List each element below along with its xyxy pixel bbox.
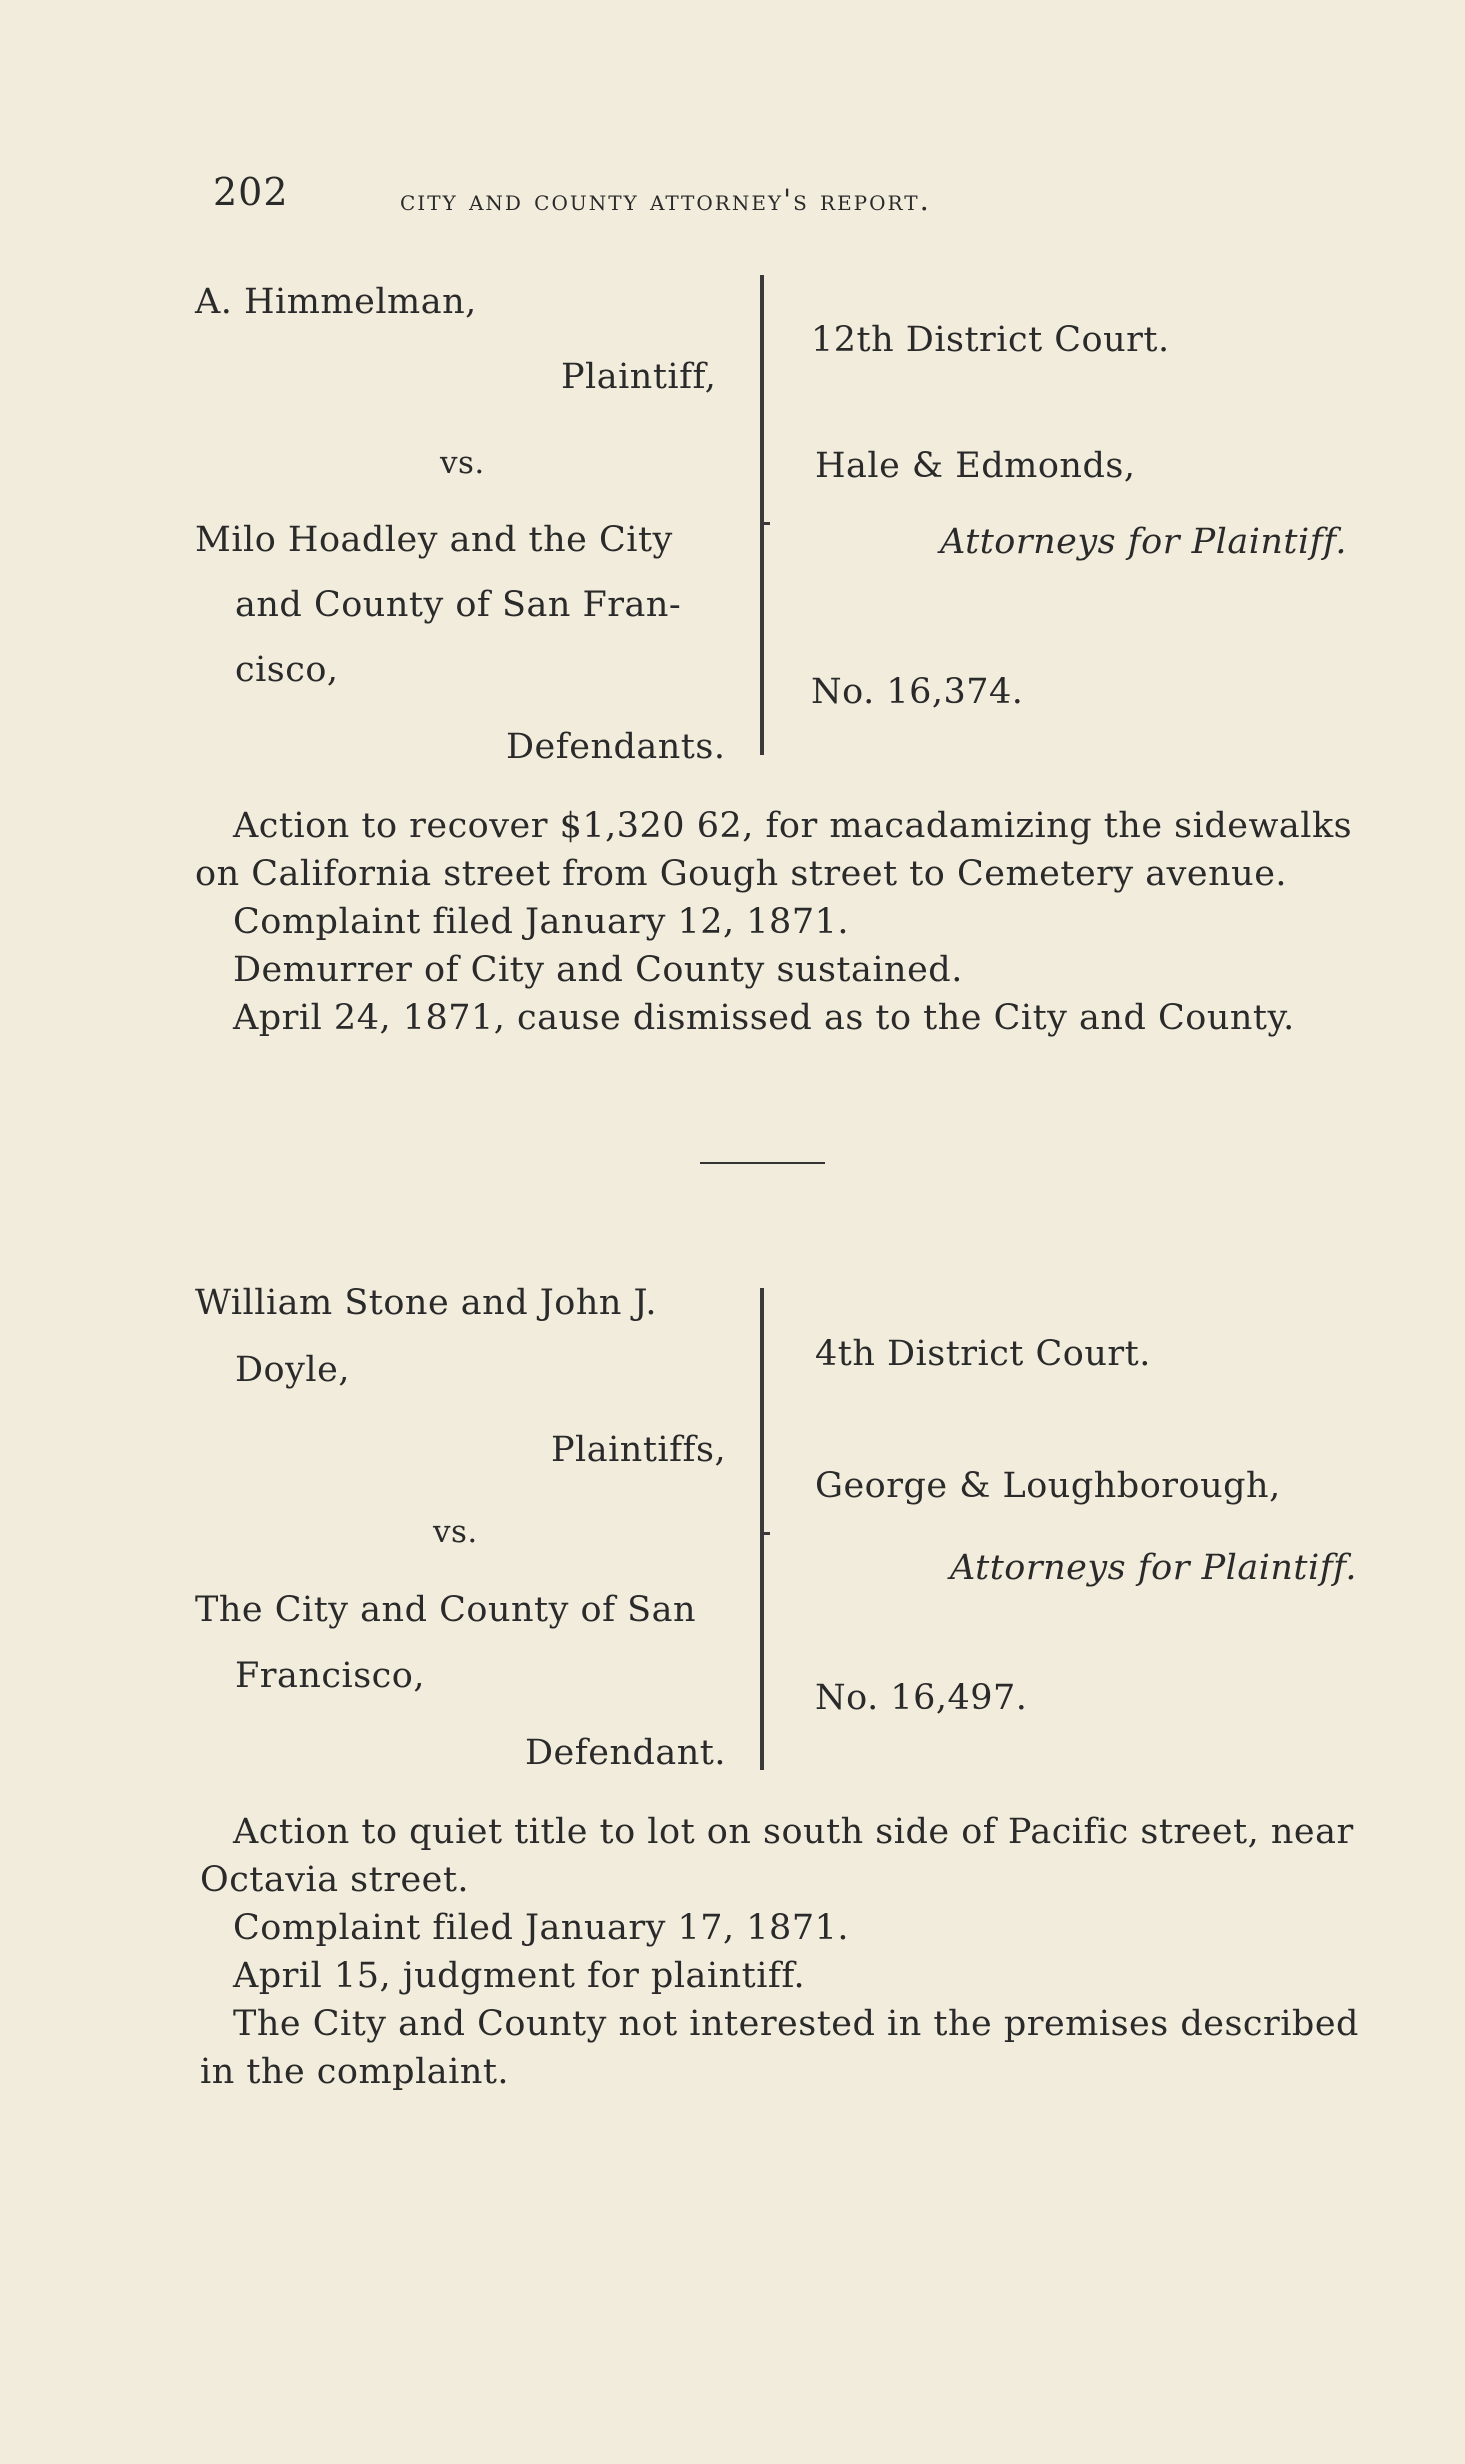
- case-1-defendant-line-3: cisco,: [235, 650, 339, 690]
- case-1-attorneys: Hale & Edmonds,: [815, 446, 1136, 486]
- case-1-note-5: April 24, 1871, cause dismissed as to the City and County.: [233, 998, 1295, 1038]
- case-2-attorneys-role: Attorneys for Plaintiff.: [950, 1548, 1357, 1588]
- case-2-note-1: Action to quiet title to lot on south side of Pacific street, near: [233, 1812, 1354, 1852]
- case-2-attorneys: George & Loughborough,: [815, 1466, 1281, 1506]
- case-2-note-5: The City and County not interested in the premises described: [233, 2004, 1359, 2044]
- case-1-note-1: Action to recover $1,320 62, for macadamizing the sidewalks: [233, 806, 1353, 846]
- case-2-brace: [760, 1288, 764, 1770]
- case-2-brace-tick: [760, 1532, 770, 1535]
- case-2-plaintiff-line-2: Doyle,: [235, 1350, 350, 1390]
- case-2-note-3: Complaint filed January 17, 1871.: [233, 1908, 849, 1948]
- case-1-defendant-line-2: and County of San Fran-: [235, 585, 682, 625]
- case-2-note-2: Octavia street.: [200, 1860, 470, 1900]
- case-1-defendant-line-1: Milo Hoadley and the City: [195, 520, 673, 560]
- case-1-brace-tick: [760, 522, 770, 525]
- case-2-versus: vs.: [433, 1514, 478, 1550]
- case-1-note-2: on California street from Gough street to Cemetery avenue.: [195, 854, 1288, 894]
- case-1-brace: [760, 275, 764, 755]
- case-1-note-4: Demurrer of City and County sustained.: [233, 950, 963, 990]
- case-2-court: 4th District Court.: [815, 1334, 1151, 1374]
- case-2-defendant-role: Defendant.: [525, 1733, 726, 1773]
- case-2-defendant-line-2: Francisco,: [235, 1656, 425, 1696]
- case-1-court: 12th District Court.: [811, 320, 1170, 360]
- case-2-note-6: in the complaint.: [200, 2052, 510, 2092]
- page-number: 202: [213, 170, 289, 214]
- case-1-versus: vs.: [440, 445, 485, 481]
- case-2-plaintiff-line-1: William Stone and John J.: [195, 1283, 657, 1323]
- case-1-case-number: No. 16,374.: [811, 672, 1024, 712]
- case-2-plaintiff-role: Plaintiffs,: [551, 1430, 727, 1470]
- case-1-attorneys-role: Attorneys for Plaintiff.: [940, 522, 1347, 562]
- running-head: city and county attorney's report.: [400, 183, 931, 217]
- case-1-plaintiff: A. Himmelman,: [195, 282, 477, 322]
- section-divider: [700, 1162, 825, 1164]
- case-1-plaintiff-role: Plaintiff,: [561, 357, 717, 397]
- case-2-defendant-line-1: The City and County of San: [195, 1590, 697, 1630]
- case-1-note-3: Complaint filed January 12, 1871.: [233, 902, 849, 942]
- case-2-note-4: April 15, judgment for plaintiff.: [233, 1956, 806, 1996]
- case-1-defendant-role: Defendants.: [506, 727, 726, 767]
- case-2-case-number: No. 16,497.: [815, 1678, 1028, 1718]
